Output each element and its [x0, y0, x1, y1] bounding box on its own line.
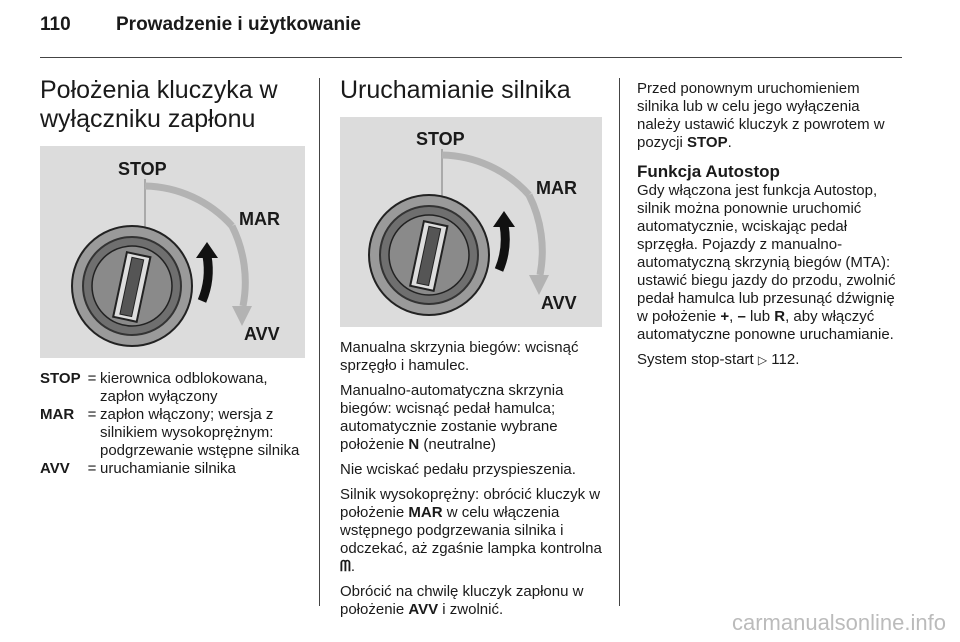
page-ref-arrow-icon: ▷	[757, 353, 768, 367]
column-ignition-positions	[40, 62, 305, 478]
paragraph-stop-start: System stop-start ▷ 112.	[637, 351, 800, 368]
definition-term: STOP	[40, 370, 81, 387]
definition-desc: kierownica odblokowana, zapłon wyłączony	[100, 370, 268, 405]
paragraph-turn-key: Obrócić na chwilę kluczyk zapłonu w położenie AVV i zwolnić.	[340, 583, 584, 618]
heading-ignition-positions: Położenia kluczyka w wyłączniku zapłonu	[40, 76, 278, 133]
label-mar: MAR	[536, 178, 577, 198]
heading-engine-start: Uruchamianie silnika	[340, 76, 571, 104]
label-avv: AVV	[541, 293, 577, 313]
watermark: carmanualsonline.info	[731, 610, 946, 635]
definition-desc: uruchamianie silnika	[100, 460, 236, 477]
definition-row: STOP = kierownica odblokowana, zapłon wyłączony	[40, 370, 305, 406]
column-divider-1	[319, 78, 320, 606]
label-mar: MAR	[239, 209, 280, 229]
definition-desc: zapłon włączony; wersja z silnikiem wysokoprężnym: podgrzewanie wstępne silnika	[100, 406, 300, 459]
heading-autostop: Funkcja Autostop	[637, 162, 780, 181]
column-autostop	[637, 80, 903, 376]
definition-row: AVV = uruchamianie silnika	[40, 460, 305, 478]
page-number: 110	[40, 14, 71, 35]
ignition-figure-2	[340, 117, 602, 327]
column-divider-2	[619, 78, 620, 606]
page-reference-link[interactable]: 112.	[771, 351, 800, 368]
definition-list	[40, 370, 305, 478]
paragraph-autostop: Gdy włączona jest funkcja Autostop, silnik można ponownie uruchomić automatycznie, wciskając pedał sprzęgła. Pojazdy z manualno-automatyczną skrzynią biegów (MTA): ustawić biegu jazdy do przodu, zwolnić pedał hamulca lub przesunąć dźwignię w położenie +, – lub R, aby włączyć automatyczne ponowne uruchamianie.	[637, 182, 896, 343]
section-title: Prowadzenie i użytkowanie	[116, 14, 361, 35]
label-avv: AVV	[244, 324, 280, 344]
paragraph-diesel: Silnik wysokoprężny: obrócić kluczyk w położenie MAR w celu włączenia wstępnego podgrzewania silnika i odczekać, aż zgaśnie lampka kontrolna ᗰ.	[340, 486, 602, 575]
paragraph-manual: Manualna skrzynia biegów: wcisnąć sprzęgło i hamulec.	[340, 339, 579, 374]
paragraph-restart: Przed ponownym uruchomieniem silnika lub w celu jego wyłączenia należy ustawić kluczyk z powrotem w pozycji STOP.	[637, 80, 885, 151]
definition-term: AVV	[40, 460, 70, 477]
page-header	[40, 14, 361, 36]
paragraph-accelerator: Nie wciskać pedału przyspieszenia.	[340, 461, 576, 478]
label-stop: STOP	[416, 129, 465, 149]
header-rule	[40, 57, 902, 58]
ignition-figure-1	[40, 146, 305, 358]
column-engine-start	[340, 62, 605, 626]
glow-plug-icon: ᗰ	[340, 558, 351, 575]
label-stop: STOP	[118, 159, 167, 179]
paragraph-mta: Manualno-automatyczna skrzynia biegów: wcisnąć pedał hamulca; automatycznie zostanie wybrane położenie N (neutralne)	[340, 382, 564, 453]
definition-term: MAR	[40, 406, 75, 423]
definition-row: MAR = zapłon włączony; wersja z silnikiem wysokoprężnym: podgrzewanie wstępne silnika	[40, 406, 305, 460]
